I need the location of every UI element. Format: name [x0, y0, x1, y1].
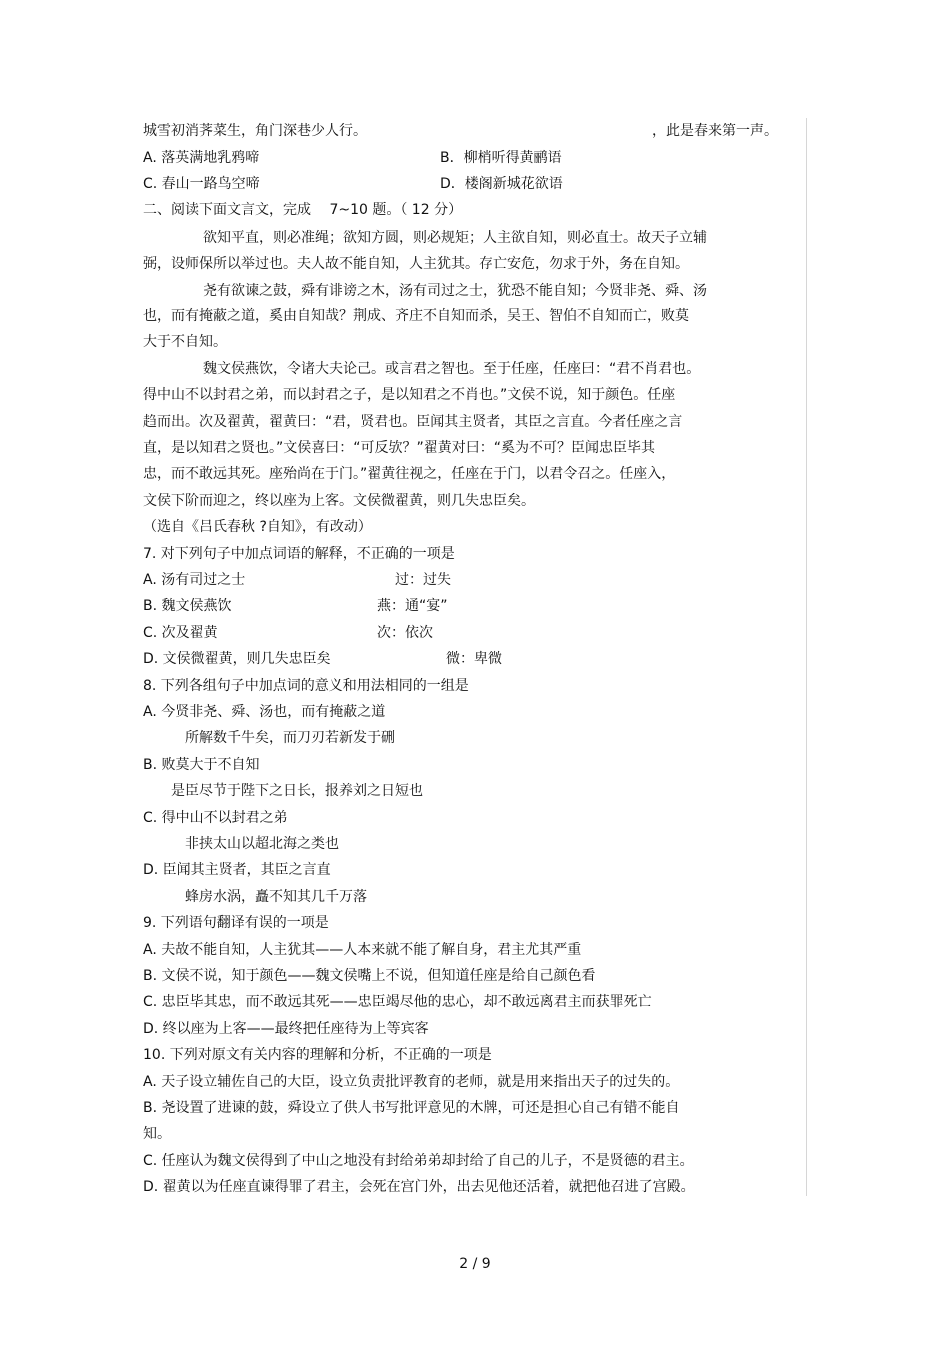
passage-line: 魏文侯燕饮，令诸大夫论己。或言君之智也。至于任座，任座曰：“君不肖君也。 — [203, 361, 701, 377]
margin-divider — [806, 118, 807, 1196]
q8-option-a-second: 所解数千牛矣，而刀刃若新发于硎 — [185, 730, 395, 746]
passage-line: 直，是以知君之贤也。”文侯喜曰：“可反欤？”翟黄对曰：“奚为不可？臣闻忠臣毕其 — [143, 440, 656, 456]
q8-option-c-second: 非挟太山以超北海之类也 — [185, 836, 339, 852]
passage-line: 尧有欲谏之鼓，舜有诽谤之木，汤有司过之士，犹恐不能自知；今贤非尧、舜、汤 — [203, 283, 707, 299]
q8-option-a-first: A. 今贤非尧、舜、汤也，而有掩蔽之道 — [143, 704, 386, 720]
q7-option-d-gloss: 微：卑微 — [446, 651, 502, 667]
q6-option-b: B．柳梢听得黄鹂语 — [440, 150, 562, 166]
page-number: 2 / 9 — [459, 1256, 491, 1272]
q10-option-d: D. 翟黄以为任座直谏得罪了君主，会死在宫门外，出去见他还活着，就把他召进了宫殿。 — [143, 1179, 695, 1195]
q9-option-a: A. 夫故不能自知，人主犹其——人本来就不能了解自身，君主尤其严重 — [143, 942, 582, 958]
q7-option-b-gloss: 燕：通“宴” — [377, 598, 448, 614]
q10-option-b: B. 尧设置了进谏的鼓，舜设立了供人书写批评意见的木牌，可还是担心自己有错不能自 — [143, 1100, 680, 1116]
q7-option-a-gloss: 过：过失 — [395, 572, 451, 588]
q6-option-c: C. 春山一路鸟空啼 — [143, 176, 260, 192]
q8-option-d-first: D. 臣闻其主贤者，其臣之言直 — [143, 862, 331, 878]
passage-line: 文侯下阶而迎之，终以座为上客。文侯微翟黄，则几失忠臣矣。 — [143, 493, 535, 509]
passage-line: 趋而出。次及翟黄，翟黄曰：“君，贤君也。臣闻其主贤者，其臣之言直。今者任座之言 — [143, 414, 683, 430]
q7-option-b-sentence: B. 魏文侯燕饮 — [143, 598, 232, 614]
passage-line: 大于不自知。 — [143, 334, 227, 350]
q10-option-b-continued: 知。 — [143, 1126, 171, 1142]
q10-option-a: A. 天子设立辅佐自己的大臣，设立负责批评教育的老师，就是用来指出天子的过失的。 — [143, 1074, 680, 1090]
q9-option-b: B. 文侯不说，知于颜色——魏文侯嘴上不说，但知道任座是给自己颜色看 — [143, 968, 596, 984]
q9-option-c: C. 忠臣毕其忠，而不敢远其死——忠臣竭尽他的忠心，却不敢远离君主而获罪死亡 — [143, 994, 652, 1010]
section-heading: 二、阅读下面文言文，完成 7~10 题。（ 12 分） — [143, 202, 463, 218]
q7-option-d-sentence: D. 文侯微翟黄，则几失忠臣矣 — [143, 651, 331, 667]
q7-option-c-gloss: 次：依次 — [377, 625, 433, 641]
passage-line: 弼，设师保所以举过也。夫人故不能自知，人主犹其。存亡安危，勿求于外，务在自知。 — [143, 256, 689, 272]
passage-line: 得中山不以封君之弟，而以封君之子，是以知君之不肖也。”文侯不说，知于颜色。任座 — [143, 387, 676, 403]
poem-line-right: ，此是春来第一声。 — [652, 123, 778, 139]
q9-option-d: D. 终以座为上客——最终把任座待为上等宾客 — [143, 1021, 429, 1037]
passage-line: 忠，而不敢远其死。座殆尚在于门。”翟黄往视之，任座在于门，以君令召之。任座入， — [143, 466, 676, 482]
source-note: （选自《吕氏春秋 ?自知》，有改动） — [143, 519, 372, 535]
passage-line: 欲知平直，则必准绳；欲知方圆，则必规矩；人主欲自知，则必直士。故天子立辅 — [203, 230, 707, 246]
q6-option-a: A. 落英满地乳鸦啼 — [143, 150, 260, 166]
q7-stem: 7. 对下列句子中加点词语的解释，不正确的一项是 — [143, 546, 455, 562]
q8-option-b-first: B. 败莫大于不自知 — [143, 757, 260, 773]
q10-stem: 10. 下列对原文有关内容的理解和分析，不正确的一项是 — [143, 1047, 492, 1063]
q7-option-a-sentence: A. 汤有司过之士 — [143, 572, 246, 588]
q8-stem: 8. 下列各组句子中加点词的意义和用法相同的一组是 — [143, 678, 469, 694]
q10-option-c: C. 任座认为魏文侯得到了中山之地没有封给弟弟却封给了自己的儿子，不是贤德的君主。 — [143, 1153, 694, 1169]
q6-option-d: D．楼阁新城花欲语 — [440, 176, 563, 192]
q8-option-d-second: 蜂房水涡，矗不知其几千万落 — [185, 889, 367, 905]
poem-line-left: 城雪初消荠菜生，角门深巷少人行。 — [143, 123, 367, 139]
q8-option-c-first: C. 得中山不以封君之弟 — [143, 810, 288, 826]
q8-option-b-second: 是臣尽节于陛下之日长，报养刘之日短也 — [171, 783, 423, 799]
passage-line: 也，而有掩蔽之道，奚由自知哉？荆成、齐庄不自知而杀，吴王、智伯不自知而亡，败莫 — [143, 308, 689, 324]
q9-stem: 9. 下列语句翻译有误的一项是 — [143, 915, 329, 931]
q7-option-c-sentence: C. 次及翟黄 — [143, 625, 218, 641]
